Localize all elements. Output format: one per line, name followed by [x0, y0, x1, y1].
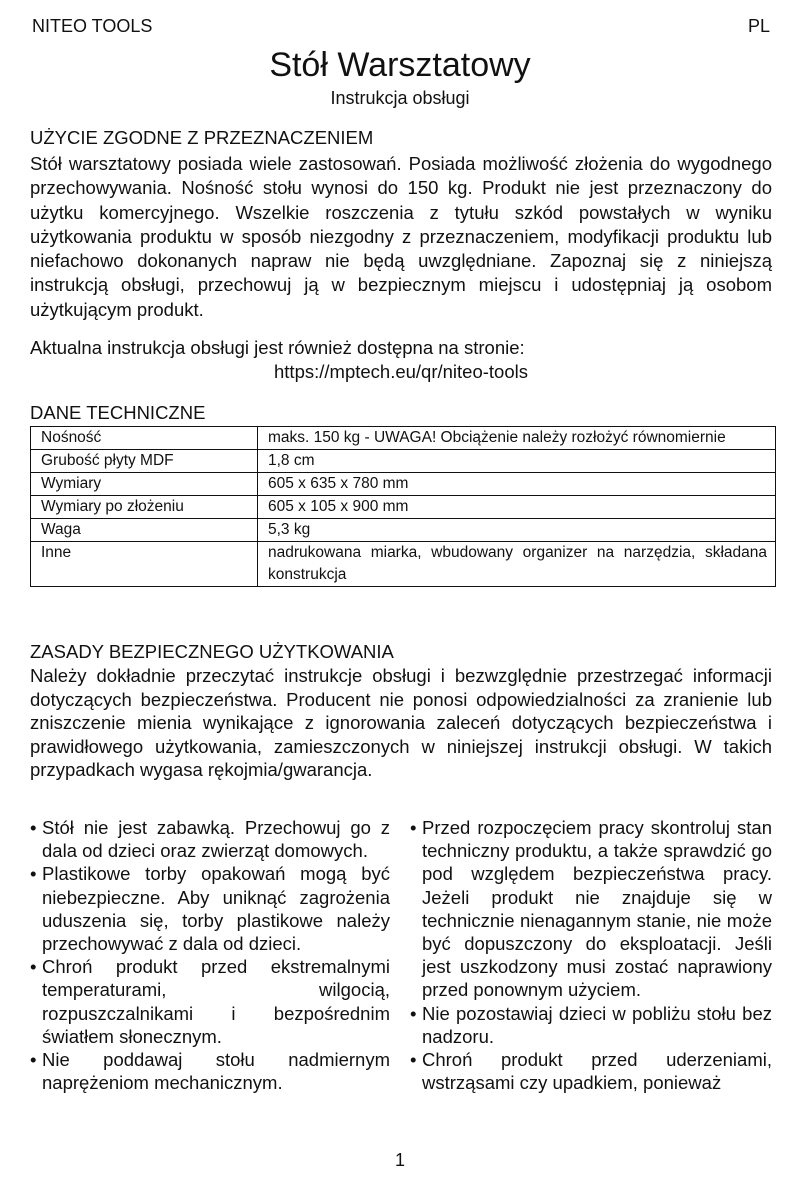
section-heading-safety: ZASADY BEZPIECZNEGO UŻYTKOWANIA: [30, 641, 394, 662]
safety-list-left: [30, 816, 390, 1094]
page-header: [30, 16, 770, 40]
intended-use-paragraph: Stół warsztatowy posiada wiele zastosowań. Posiada możliwość złożenia do wygodnego przechowywania. Nośność stołu wynosi do 150 kg. Produkt nie jest przeznaczony do użytku komercyjnego. Wszelkie roszczenia z tytułu szkód powstałych w wyniku użytkowania produktu w sposób niezgodny z przeznaczeniem, modyfikacji produktu lub niefachowo dokonanych napraw nie będą uwzględniane. Zapoznaj się z niniejszą instrukcją obsługi, przechowuj ją w bezpiecznym miejscu i udostępniaj ją osobom użytkującym produkt.: [30, 153, 772, 320]
list-item: • Stół nie jest zabawką. Przechowuj go z dala od dzieci oraz zwierząt domowych.: [30, 816, 390, 862]
list-item: • Chroń produkt przed ekstremalnymi temperaturami, wilgocią, rozpuszczalnikami i bezpośrednim światłem słonecznym.: [30, 955, 390, 1048]
online-manual-note: Aktualna instrukcja obsługi jest również dostępna na stronie:: [30, 337, 525, 358]
spec-value: 1,8 cm: [258, 450, 776, 473]
language-code: PL: [747, 16, 770, 36]
spec-value: nadrukowana miarka, wbudowany organizer na narzędzia, składana konstrukcja: [258, 542, 776, 587]
safety-list-right: [410, 816, 772, 1094]
list-item: • Plastikowe torby opakowań mogą być niebezpieczne. Aby uniknąć zagrożenia uduszenia się, torby plastikowe należy przechowywać z dala od dzieci.: [30, 862, 390, 955]
table-row: [31, 519, 776, 542]
manual-url[interactable]: https://mptech.eu/qr/niteo-tools: [274, 361, 528, 382]
spec-value: 5,3 kg: [258, 519, 776, 542]
document-subtitle: Instrukcja obsługi: [330, 88, 470, 108]
spec-label: Inne: [31, 542, 258, 587]
table-row: [31, 542, 776, 587]
table-row: [31, 450, 776, 473]
list-item: • Przed rozpoczęciem pracy skontroluj stan techniczny produktu, a także sprawdzić go pod względem bezpieczeństwa pracy. Jeżeli produkt nie znajduje się w technicznie nienagannym stanie, nie może być dopuszczony do eksploatacji. Jeśli jest uszkodzony musi zostać naprawiony przed ponownym użyciem.: [410, 816, 772, 1002]
list-item: • Chroń produkt przed uderzeniami, wstrząsami czy upadkiem, ponieważ: [410, 1048, 772, 1094]
spec-label: Wymiary po złożeniu: [31, 496, 258, 519]
page-number: 1: [394, 1150, 405, 1170]
spec-label: Wymiary: [31, 473, 258, 496]
spec-label: Nośność: [31, 427, 258, 450]
table-row: [31, 496, 776, 519]
technical-data-table: [30, 426, 776, 587]
safety-paragraph: Należy dokładnie przeczytać instrukcje obsługi i bezwzględnie przestrzegać informacji dotyczących bezpieczeństwa. Producent nie ponosi odpowiedzialności za zranienie lub zniszczenie mienia wynikające z ignorowania zaleceń dotyczących bezpieczeństwa i prawidłowego użytkowania, zamieszczonych w niniejszej instrukcji obsługi. W takich przypadkach wygasa rękojmia/gwarancja.: [30, 665, 772, 781]
table-row: [31, 427, 776, 450]
document-title: Stół Warsztatowy: [269, 46, 531, 84]
list-item: • Nie pozostawiaj dzieci w pobliżu stołu bez nadzoru.: [410, 1002, 772, 1048]
spec-value: 605 x 105 x 900 mm: [258, 496, 776, 519]
table-row: [31, 473, 776, 496]
section-heading-technical-data: DANE TECHNICZNE: [30, 402, 206, 423]
spec-value: 605 x 635 x 780 mm: [258, 473, 776, 496]
list-item: • Nie poddawaj stołu nadmiernym naprężeniom mechanicznym.: [30, 1048, 390, 1094]
brand-name: NITEO TOOLS: [32, 16, 153, 36]
section-heading-intended-use: UŻYCIE ZGODNE Z PRZEZNACZENIEM: [30, 127, 374, 148]
spec-value: maks. 150 kg - UWAGA! Obciążenie należy rozłożyć równomiernie: [258, 427, 776, 450]
spec-label: Waga: [31, 519, 258, 542]
spec-label: Grubość płyty MDF: [31, 450, 258, 473]
